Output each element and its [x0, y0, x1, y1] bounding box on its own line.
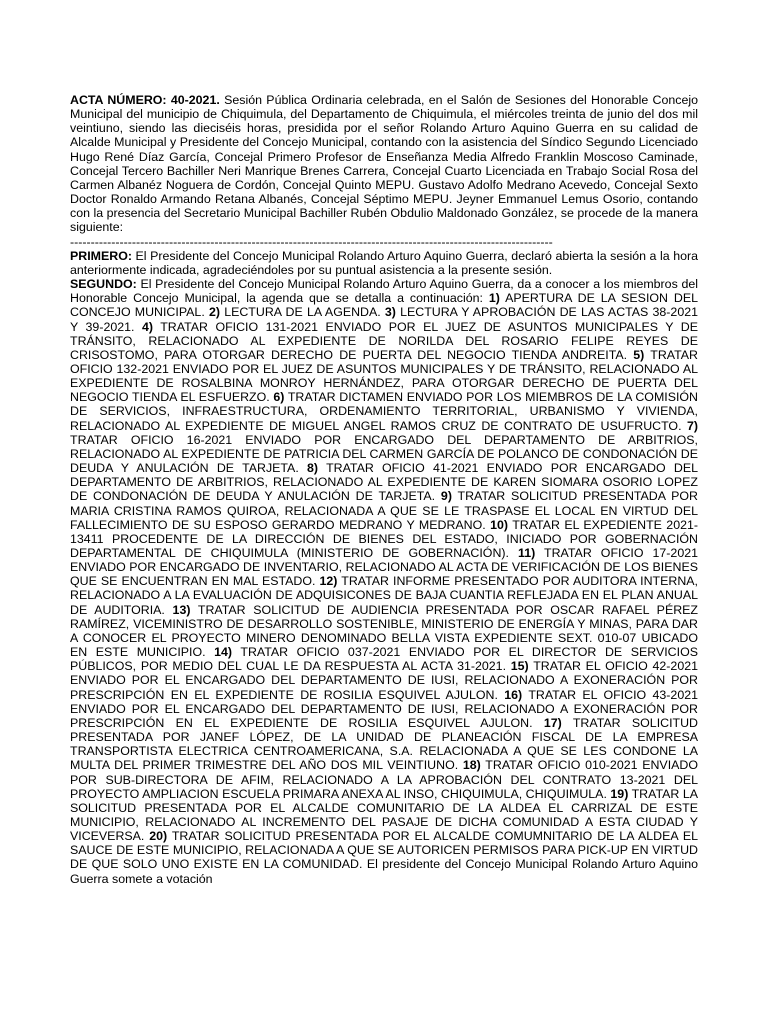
intro-paragraph — [70, 93, 698, 235]
agenda-item-number: 2) — [208, 305, 220, 320]
primero-text: El Presidente del Concejo Municipal Rolando Arturo Aquino Guerra, declaró abierta la sesión a la hora anteriormente indicada, agradeciéndoles por su puntual asistencia a la presente sesión. — [70, 248, 698, 277]
agenda-item-text: TRATAR OFICIO 037-2021 ENVIADO POR EL DIRECTOR DE SERVICIOS PÚBLICOS, POR MEDIO DEL CUAL LE DA RESPUESTA AL ACTA 31-2021. — [70, 645, 698, 674]
acta-heading: ACTA NÚMERO: 40-2021. — [70, 93, 220, 107]
agenda-item-number: 6) — [273, 390, 285, 405]
agenda-item-text: TRATAR SOLICITUD PRESENTADA POR MARIA CRISTINA RAMOS QUIROA, RELACIONADA A QUE SE LE TRASPASE EL LOCAL EN VIRTUD DEL FALLECIMIENTO DE SU ESPOSO GERARDO MEDRANO Y MEDRANO. — [70, 489, 698, 532]
agenda-item-number: 5) — [633, 347, 645, 362]
agenda-item-number: 1) — [488, 291, 500, 306]
intro-text: Sesión Pública Ordinaria celebrada, en el Salón de Sesiones del Honorable Concejo Municipal del municipio de Chiquimula, del Departamento de Chiquimula, el miércoles treinta de junio del dos mil veintiuno, siendo las dieciséis horas, presidida por el señor Rolando Arturo Aquino Guerra en su calidad de Alcalde Municipal y Presidente del Concejo Municipal, contando con la asistencia del Síndico Segundo Licenciado Hugo René Díaz García, Concejal Primero Profesor de Enseñanza Media Alfredo Franklin Moscoso Caminade, Concejal Tercero Bachiller Neri Manrique Brenes Carrera, Concejal Cuarto Licenciada en Trabajo Social Rosa del Carmen Albanéz Noguera de Cordón, Concejal Quinto MEPU. Gustavo Adolfo Medrano Acevedo, Concejal Sexto Doctor Ronaldo Armando Retana Albanés, Concejal Séptimo MEPU. Jeyner Emmanuel Lemus Osorio, contando con la presencia del Secretario Municipal Bachiller Rubén Obdulio Maldonado González, se procede de la manera siguiente: — [70, 93, 698, 235]
agenda-item-number: 10) — [490, 517, 509, 532]
agenda-item-number: 17) — [543, 715, 562, 730]
agenda-item-number: 7) — [686, 418, 698, 433]
primero-paragraph — [70, 249, 698, 277]
agenda-item-text: LECTURA DE LA AGENDA. — [220, 305, 385, 320]
agenda-item-text: APERTURA DE LA SESION DEL CONCEJO MUNICIPAL. — [70, 291, 699, 320]
agenda-item-text: TRATAR INFORME PRESENTADO POR AUDITORA INTERNA, RELACIONADO A LA EVALUACIÓN DE ADQUISICONES DE BAJA CUANTIA REFLEJADA EN EL PLAN ANUAL DE AUDITORIA. — [70, 574, 698, 617]
agenda-item-text: TRATAR OFICIO 41-2021 ENVIADO POR ENCARGADO DEL DEPARTAMENTO DE ARBITRIOS, RELACIONADO AL EXPEDIENTE DE KAREN SIOMARA OSORIO LOPEZ DE CONDONACIÓN DE DEUDA Y ANULACIÓN DE TARJETA. — [70, 461, 698, 504]
agenda-item-text: TRATAR EL OFICIO 43-2021 ENVIADO POR EL ENCARGADO DEL DEPARTAMENTO DE IUSI, RELACIONADO A EXONERACIÓN POR PRESCRIPCIÓN EN EL EXPEDIENTE DE ROSILIA ESQUIVEL AJULON. — [70, 687, 698, 730]
agenda-item-text: TRATAR SOLICITUD PRESENTADA POR EL ALCALDE COMUMNITARIO DE LA ALDEA EL SAUCE DE ESTE MUNICIPIO, RELACIONADA A QUE SE AUTORICEN PERMISOS PARA PICK-UP EN VIRTUD DE QUE SOLO UNO EXISTE EN LA COMUNIDAD. — [70, 829, 698, 872]
agenda-item-number: 8) — [307, 461, 319, 476]
agenda-item-text: TRATAR OFICIO 17-2021 ENVIADO POR ENCARGADO DE INVENTARIO, RELACIONADO AL ACTA DE VERIFICACIÓN DE LOS BIENES QUE SE ENCUENTRAN EN MAL ESTADO. — [70, 546, 698, 589]
dashed-separator: --------------------------------------------------------------------------------------------------------------------- — [70, 234, 553, 249]
agenda-item-text: TRATAR OFICIO 132-2021 ENVIADO POR EL JUEZ DE ASUNTOS MUNICIPALES Y DE TRÁNSITO, RELACIONADO AL EXPEDIENTE DE ROSALBINA MONROY HERNÁNDEZ, PARA OTORGAR DERECHO DE PUERTA DEL NEGOCIO TIENDA EL ESFUERZO. — [70, 347, 698, 405]
agenda-item-text: TRATAR DICTAMEN ENVIADO POR LOS MIEMBROS DE LA COMISIÓN DE SERVICIOS, INFRAESTRUCTURA, ORDENAMIENTO TERRITORIAL, URBANISMO Y VIVIENDA, RELACIONADO AL EXPEDIENTE DE MIGUEL ANGEL RAMOS CRUZ DE CONTRATO DE USUFRUCTO. — [70, 390, 698, 433]
agenda-item-text: TRATAR SOLICITUD DE AUDIENCIA PRESENTADA POR OSCAR RAFAEL PÉREZ RAMÍREZ, VICEMINISTRO DE DESARROLLO SOSTENIBLE, MINISTERIO DE ENERGÍA Y MINAS, PARA DAR A CONOCER EL PROYECTO MINERO DENOMINADO BELLA VISTA EXPEDIENTE SEXT. 010-07 UBICADO EN ESTE MUNICIPIO. — [70, 602, 698, 660]
agenda-item-number: 13) — [172, 602, 191, 617]
closing-text: El presidente del Concejo Municipal Rolando Arturo Aquino Guerra somete a votación — [70, 857, 698, 886]
agenda-item-text: TRATAR EL OFICIO 42-2021 ENVIADO POR EL ENCARGADO DEL DEPARTAMENTO DE IUSI, RELACIONADO A EXONERACIÓN POR PRESCRIPCIÓN EN EL EXPEDIENTE DE ROSILIA ESQUIVEL AJULON. — [70, 659, 698, 702]
agenda-item-number: 15) — [510, 659, 529, 674]
agenda-item-text: TRATAR OFICIO 010-2021 ENVIADO POR SUB-DIRECTORA DE AFIM, RELACIONADO A LA APROBACIÓN DEL CONTRATO 13-2021 DEL PROYECTO AMPLIACION ESCUELA PRIMARA ANEXA AL INSO, CHIQUIMULA, CHIQUIMULA. — [70, 758, 698, 801]
agenda-item-text: TRATAR EL EXPEDIENTE 2021-13411 PROCEDENTE DE LA DIRECCIÓN DE BIENES DEL ESTADO, INICIADO POR GOBERNACIÓN DEPARTAMENTAL DE CHIQUIMULA (MINISTERIO DE GOBERNACIÓN). — [70, 517, 698, 560]
primero-label: PRIMERO: — [70, 248, 132, 263]
agenda-item-text: TRATAR LA SOLICITUD PRESENTADA POR EL ALCALDE COMUNITARIO DE LA ALDEA EL CARRIZAL DE ESTE MUNICIPIO, RELACIONADO AL INCREMENTO DEL PASAJE DE DICHA COMUNIDAD A ESTA CIUDAD Y VICEVERSA. — [70, 786, 698, 844]
agenda-item-text: TRATAR OFICIO 16-2021 ENVIADO POR ENCARGADO DEL DEPARTAMENTO DE ARBITRIOS, RELACIONADO AL EXPEDIENTE DE PATRICIA DEL CARMEN GARCÍA DE POLANCO DE CONDONACIÓN DE DEUDA Y ANULACIÓN DE TARJETA. — [70, 432, 698, 476]
agenda-item-number: 4) — [141, 319, 153, 334]
agenda-item-number: 9) — [440, 489, 452, 504]
agenda-item-text: TRATAR SOLICITUD PRESENTADA POR JANEF LÓPEZ, DE LA UNIDAD DE PLANEACIÓN FISCAL DE LA EMPRESA TRANSPORTISTA ELECTRICA CENTROAMERICANA, S.A. RELACIONADA A QUE SE LES CONDONE LA MULTA DEL PRIMER TRIMESTRE DEL AÑO DOS MIL VEINTIUNO. — [70, 715, 698, 773]
segundo-paragraph — [70, 277, 698, 886]
agenda-item-number: 3) — [384, 305, 396, 320]
agenda-item-number: 18) — [462, 758, 481, 773]
segundo-label: SEGUNDO: — [70, 277, 137, 292]
agenda-item-number: 19) — [610, 786, 629, 801]
agenda-items — [70, 291, 698, 871]
agenda-item-number: 14) — [214, 645, 233, 660]
agenda-item-number: 16) — [504, 687, 523, 702]
agenda-item-number: 12) — [319, 574, 338, 589]
segundo-text: El Presidente del Concejo Municipal Rolando Arturo Aquino Guerra, da a conocer a los miembros del Honorable Concejo Municipal, la agenda que se detalla a continuación: — [70, 277, 698, 306]
agenda-item-number: 11) — [518, 546, 536, 560]
agenda-item-text: TRATAR OFICIO 131-2021 ENVIADO POR EL JUEZ DE ASUNTOS MUNICIPALES Y DE TRÁNSITO, RELACIONADO AL EXPEDIENTE DE NORILDA DEL ROSARIO FELIPE REYES DE CRISOSTOMO, PARA OTORGAR DERECHO DE PUERTA DEL NEGOCIO TIENDA ANDREITA. — [70, 319, 698, 362]
document-page — [70, 93, 698, 886]
agenda-item-text: LECTURA Y APROBACIÓN DE LAS ACTAS 38-2021 Y 39-2021. — [70, 305, 698, 334]
agenda-item-number: 20) — [149, 829, 168, 844]
